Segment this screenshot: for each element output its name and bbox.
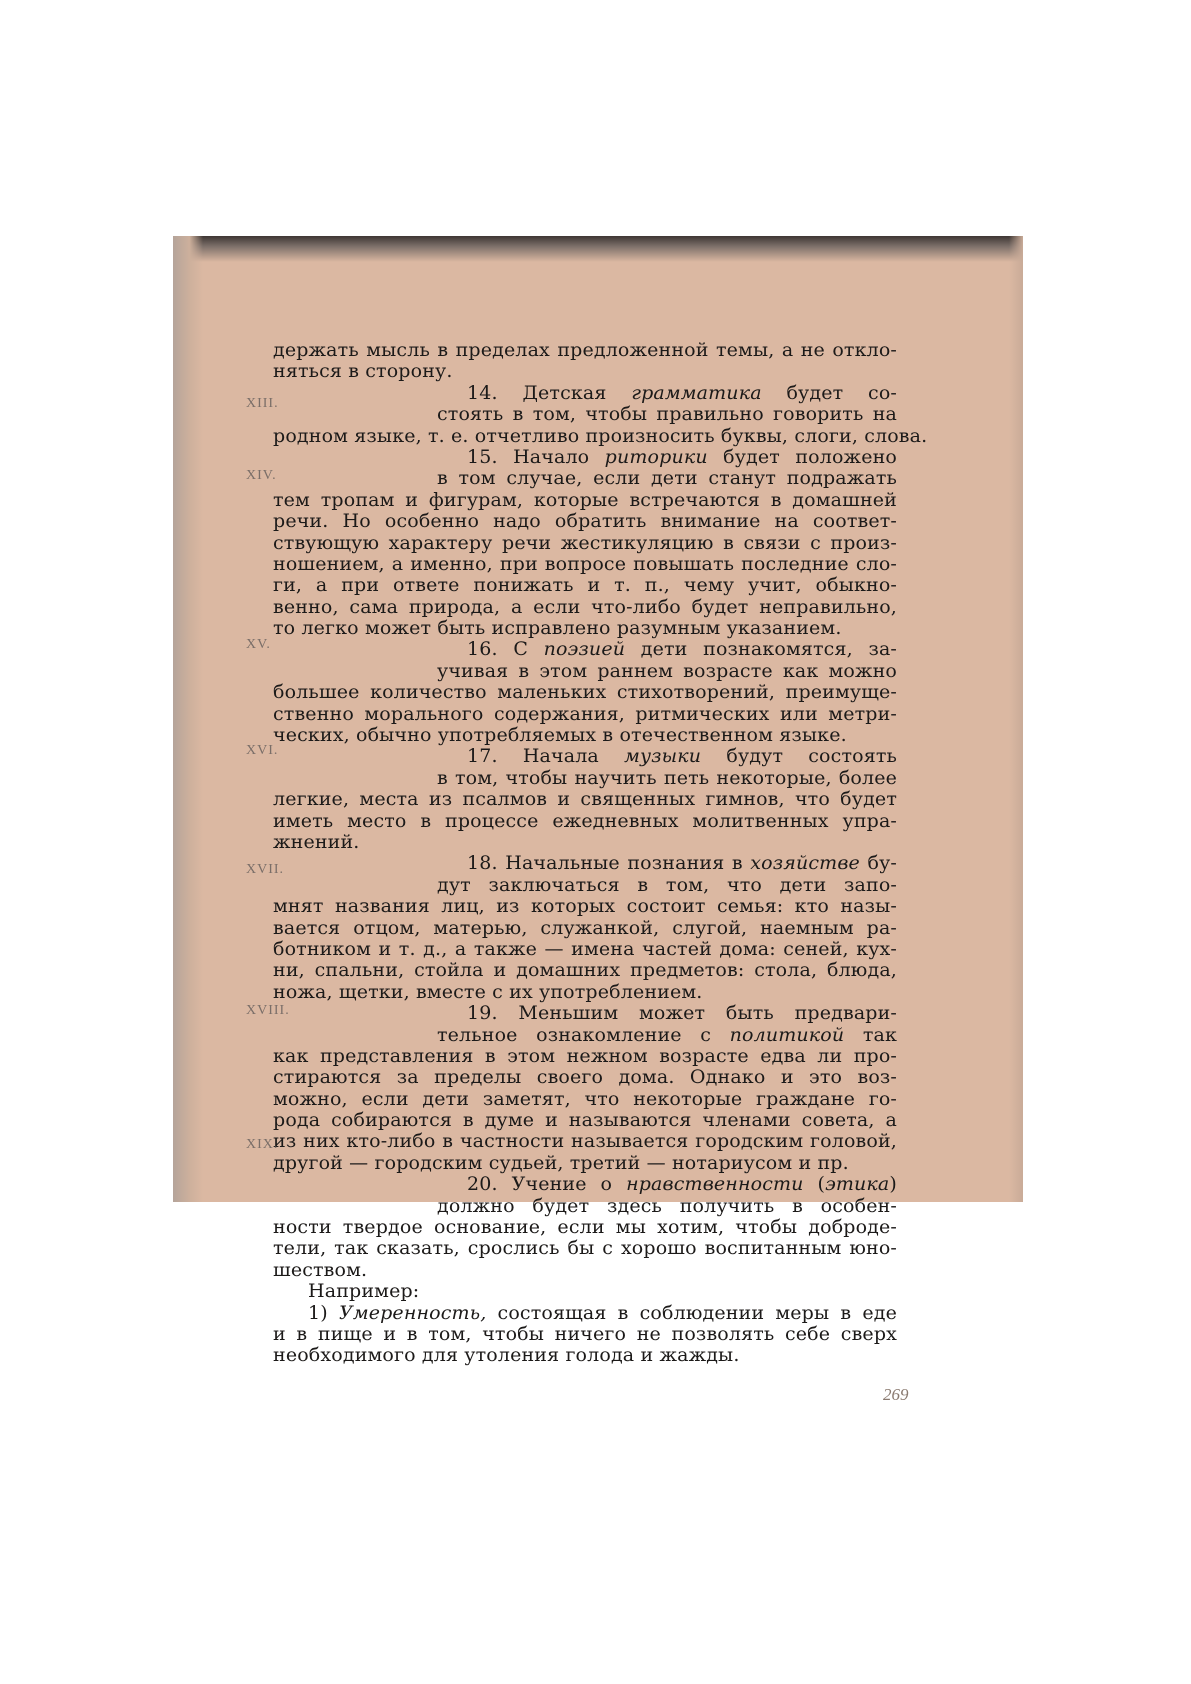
text-line: ножа, щетки, вместе с их употреблением.: [273, 980, 703, 1003]
emphasis-temperance: Умеренность,: [338, 1301, 487, 1324]
page-number: 269: [883, 1385, 909, 1404]
text-line-section-20: 20. Учение о нравственности (этика): [467, 1173, 897, 1196]
text-line: из них кто-либо в частности называется городским головой,: [273, 1130, 897, 1153]
text-line: ни, спальни, стойла и домашних предметов: стола, блюда,: [273, 959, 897, 982]
text-line: речи. Но особенно надо обратить внимание на соответ-: [273, 510, 897, 533]
text-line-section-14: 14. Детская грамматика будет со-: [467, 381, 897, 404]
text-line: ности твердое основание, если мы хотим, чтобы доброде-: [273, 1216, 897, 1239]
emphasis-grammar: грамматика: [631, 381, 762, 404]
margin-numeral: XVIII.: [246, 1003, 290, 1018]
text-line: в том, чтобы научить петь некоторые, более: [437, 766, 897, 789]
text-line: родном языке, т. е. отчетливо произносить буквы, слоги, слова.: [273, 424, 928, 447]
margin-numeral: XVII.: [246, 862, 285, 877]
text-line: большее количество маленьких стихотворений, преимуще-: [273, 681, 897, 704]
text-line: как представления в этом нежном возрасте едва ли про-: [273, 1044, 897, 1067]
text-line: держать мысль в пределах предложенной темы, а не откло-: [273, 339, 897, 361]
emphasis-economy: хозяйстве: [750, 852, 860, 875]
text-line: стираются за пределы своего дома. Однако и это воз-: [273, 1066, 897, 1089]
text-line-section-16: 16. С поэзией дети познакомятся, за-: [467, 638, 897, 661]
text-line: необходимого для утоления голода и жажды.: [273, 1344, 740, 1367]
text-line: тели, так сказать, срослись бы с хорошо воспитанным юно-: [273, 1237, 897, 1260]
text-line: в том случае, если дети станут подражать: [437, 467, 897, 490]
text-line: тельное ознакомление с политикой так: [437, 1023, 897, 1046]
body-text: [273, 339, 928, 1367]
text-line: иметь место в процессе ежедневных молитвенных упра-: [273, 809, 897, 832]
text-line: ношением, а именно, при вопросе повышать последние сло-: [273, 552, 897, 575]
margin-numeral: XV.: [246, 637, 271, 652]
text-line: дут заключаться в том, что дети запо-: [437, 873, 897, 896]
text-line: ботником и т. д., а также — имена частей дома: сеней, кух-: [273, 937, 897, 960]
page-edge-shadow: [1009, 236, 1023, 1202]
text-line: вается отцом, матерью, служанкой, слугой, наемным ра-: [273, 916, 897, 939]
emphasis-music: музыки: [624, 745, 702, 768]
margin-numeral: XIV.: [246, 468, 277, 483]
text-line: тем тропам и фигурам, которые встречаются в домашней: [273, 488, 897, 511]
text-line: стоять в том, чтобы правильно говорить на: [437, 403, 897, 426]
text-line-section-18: 18. Начальные познания в хозяйстве бу-: [467, 852, 897, 875]
text-line-section-19: 19. Меньшим может быть предвари-: [467, 1002, 897, 1025]
text-line: ствующую характеру речи жестикуляцию в связи с произ-: [273, 531, 897, 554]
text-line: ческих, обычно употребляемых в отечественном языке.: [273, 724, 847, 747]
emphasis-morality: нравственности: [626, 1173, 804, 1196]
text-line: шеством.: [273, 1258, 368, 1281]
text-line: ги, а при ответе понижать и т. п., чему учит, обыкно-: [273, 574, 897, 597]
text-line-section-15: 15. Начало риторики будет положено: [467, 445, 897, 468]
text-line: рода собираются в думе и называются членами совета, а: [273, 1109, 897, 1132]
text-line: можно, если дети заметят, что некоторые граждане го-: [273, 1087, 897, 1110]
scanned-page: [173, 236, 1023, 1404]
text-line-section-17: 17. Начала музыки будут состоять: [467, 745, 897, 768]
text-line: мнят названия лиц, из которых состоит семья: кто назы-: [273, 895, 897, 918]
margin-numeral: XVI.: [246, 743, 279, 758]
emphasis-politics: политикой: [729, 1023, 845, 1046]
margin-numeral: XIX.: [246, 1137, 279, 1152]
text-line: и в пище и в том, чтобы ничего не позволять себе сверх: [273, 1322, 897, 1345]
emphasis-rhetoric: риторики: [604, 445, 708, 468]
text-line: няться в сторону.: [273, 360, 453, 383]
text-line: легкие, места из псалмов и священных гимнов, что будет: [273, 788, 897, 811]
text-line: должно будет здесь получить в особен-: [437, 1194, 897, 1217]
emphasis-ethics: этика: [825, 1173, 890, 1196]
text-line: венно, сама природа, а если что-либо будет неправильно,: [273, 595, 897, 618]
text-line: Например:: [308, 1280, 420, 1303]
text-line: другой — городским судьей, третий — нотариусом и пр.: [273, 1151, 849, 1174]
text-line: учивая в этом раннем возрасте как можно: [437, 659, 897, 682]
emphasis-poetry: поэзией: [543, 638, 626, 661]
text-line: то легко может быть исправлено разумным указанием.: [273, 617, 842, 640]
text-line: 1) Умеренность, состоящая в соблюдении меры в еде: [308, 1301, 897, 1324]
text-line: жнений.: [273, 830, 360, 853]
margin-numeral: XIII.: [246, 396, 279, 411]
text-line: ственно морального содержания, ритмических или метри-: [273, 702, 897, 725]
